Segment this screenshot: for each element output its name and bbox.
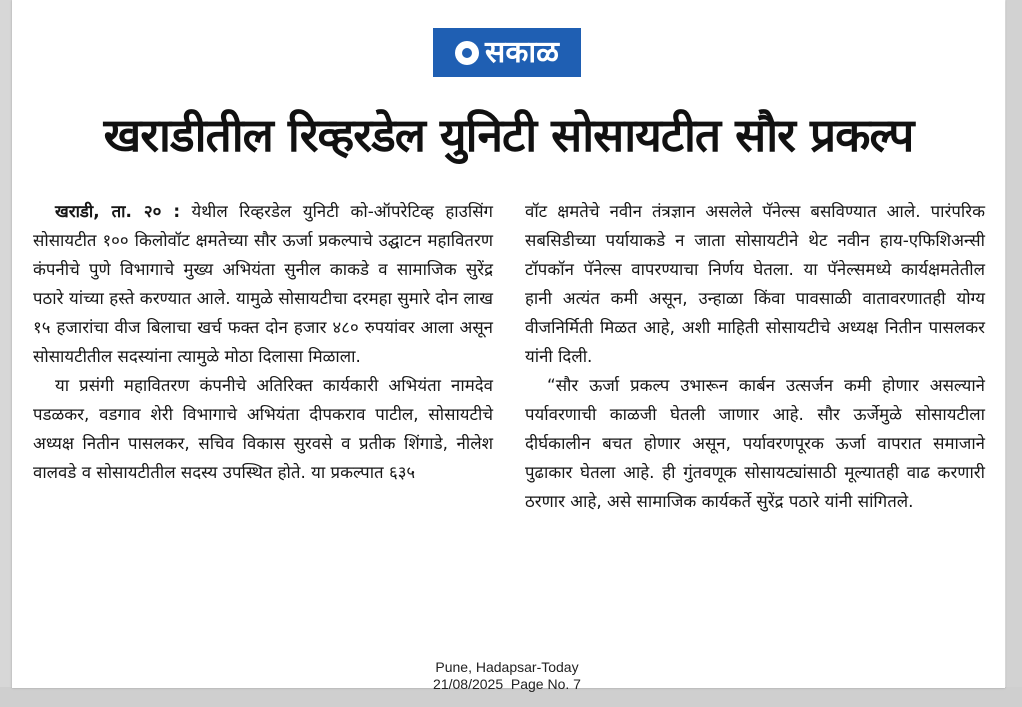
- article-paragraph: [33, 197, 493, 371]
- newspaper-clipping: [12, 0, 1005, 692]
- article-paragraph: या प्रसंगी महावितरण कंपनीचे अतिरिक्त कार्यकारी अभियंता नामदेव पडळकर, वडगाव शेरी विभागाचे अभियंता दीपकराव पाटील, सोसायटीचे अध्यक्ष नितीन पासलकर, सचिव विकास सुरवसे व प्रतीक शिंगाडे, नीलेश वालवडे व सोसायटीतील सदस्य उपस्थित होते. या प्रकल्पात ६३५: [33, 375, 493, 482]
- viewer-right-edge: [1006, 0, 1022, 707]
- article-column-right: [525, 197, 985, 516]
- article-column-left: [33, 197, 493, 487]
- article-headline: खराडीतील रिव्हरडेल युनिटी सोसायटीत सौर प्रकल्प: [103, 108, 914, 162]
- article-paragraph: “सौर ऊर्जा प्रकल्प उभारून कार्बन उत्सर्जन कमी होणार असल्याने पर्यावरणाची काळजी घेतली जाणार आहे. सौर ऊर्जेमुळे सोसायटीला दीर्घकालीन बचत होणार असून, पर्यावरणपूरक ऊर्जा वापरात समाजाने पुढाकार घेतला आहे. ही गुंतवणूक सोसायट्यांसाठी मूल्यातही वाढ करणारी ठरणार आहे, असे सामाजिक कार्यकर्ते सुरेंद्र पठारे यांनी सांगितले.: [525, 375, 985, 511]
- masthead-title: सकाळ: [485, 34, 559, 70]
- viewer-left-edge: [0, 0, 12, 707]
- newspaper-masthead: [433, 28, 581, 77]
- article-paragraph: वॉट क्षमतेचे नवीन तंत्रज्ञान असलेले पॅनेल्स बसविण्यात आले. पारंपरिक सबसिडीच्या पर्यायाकडे न जाता सोसायटीने थेट नवीन हाय-एफिशिअन्सी टॉपकॉन पॅनेल्स वापरण्याचा निर्णय घेतला. या पॅनेल्समध्ये कार्यक्षमतेतील हानी अत्यंत कमी असून, उन्हाळा किंवा पावसाळी वातावरणातही योग्य वीजनिर्मिती मिळत आहे, अशी माहिती सोसायटीचे अध्यक्ष नितीन पासलकर यांनी दिली.: [525, 201, 985, 366]
- paragraph-text: येथील रिव्हरडेल युनिटी को-ऑपरेटिव्ह हाउसिंग सोसायटीत १०० किलोवॉट क्षमतेच्या सौर ऊर्जा प्रकल्पाचे उद्घाटन महावितरण कंपनीचे पुणे विभागाचे मुख्य अभियंता सुनील काकडे व सामाजिक सुरेंद्र पठारे यांच्या हस्ते करण्यात आले. यामुळे सोसायटीचा दरमहा सुमारे दोन लाख १५ हजारांचा वीज बिलाचा खर्च फक्त दोन हजार ४८० रुपयांवर आला असून सोसायटीतील सदस्यांना त्यामुळे मोठा दिलासा मिळाला.: [33, 201, 493, 366]
- date-page-label: 21/08/2025 Page No. 7: [433, 676, 581, 692]
- clipping-footer: [382, 659, 632, 693]
- edition-label: Pune, Hadapsar-Today: [435, 659, 579, 675]
- sakal-emblem-icon: [455, 41, 479, 65]
- article-dateline: खराडी, ता. २० :: [55, 201, 181, 221]
